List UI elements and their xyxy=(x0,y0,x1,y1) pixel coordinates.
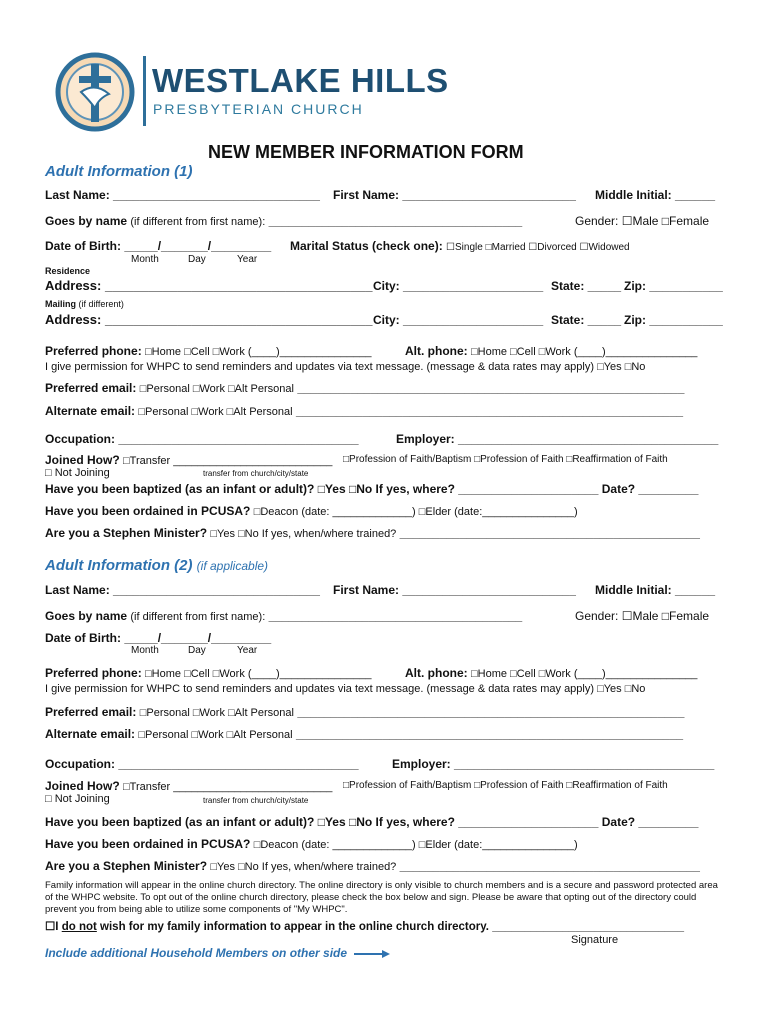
goes-by-note: (if different from first name): xyxy=(130,611,266,623)
adult2-last-name-field[interactable]: Last Name: _______________________________ xyxy=(45,583,320,597)
adult2-alt-email-field[interactable]: __________________________________________________________ xyxy=(295,727,684,741)
adult2-ordained-options[interactable]: □Deacon (date: _____________) □Elder (date:_______________) xyxy=(253,839,578,851)
opt-out-text: wish for my family information to appear in the online church directory. xyxy=(100,921,489,933)
adult1-goes-by-row xyxy=(45,214,522,228)
adult2-goes-by-field[interactable]: ______________________________________ xyxy=(268,609,523,623)
joined-label: Joined How? xyxy=(45,453,120,467)
residence-zip-field[interactable]: Zip: ___________ xyxy=(624,279,723,293)
adult2-alt-email-options[interactable]: □Personal □Work □Alt Personal xyxy=(138,729,293,741)
alt-email-label: Alternate email: xyxy=(45,404,136,418)
adult2-heading: Adult Information (2) xyxy=(45,557,193,574)
adult1-pref-phone-field[interactable]: □Home □Cell □Work (____)_______________ xyxy=(145,346,372,358)
pref-email-label: Preferred email: xyxy=(45,381,137,395)
adult2-ordained-row xyxy=(45,837,578,851)
adult2-transfer-field[interactable]: □Transfer __________________________ xyxy=(123,781,333,793)
residence-city-field[interactable]: City: _____________________ xyxy=(373,279,544,293)
logo-divider xyxy=(143,56,146,126)
adult2-stephen-row xyxy=(45,859,700,873)
mailing-city-field[interactable]: City: _____________________ xyxy=(373,313,544,327)
adult2-baptized-row[interactable]: Have you been baptized (as an infant or adult)? □Yes □No If yes, where? _____________________ Date? _________ xyxy=(45,815,699,829)
day-caption: Day xyxy=(188,254,206,265)
adult1-alt-email-field[interactable]: __________________________________________________________ xyxy=(295,404,684,418)
adult2-not-joining-checkbox[interactable]: □ Not Joining xyxy=(45,793,110,805)
month-caption: Month xyxy=(131,254,159,265)
opt-out-checkbox[interactable]: ☐I xyxy=(45,921,59,933)
adult1-goes-by-field[interactable]: ______________________________________ xyxy=(268,214,523,228)
transfer-caption: transfer from church/city/state xyxy=(203,796,309,805)
stephen-label: Are you a Stephen Minister? xyxy=(45,526,208,540)
signature-field[interactable]: ______________________________ xyxy=(492,921,685,933)
ordained-label: Have you been ordained in PCUSA? xyxy=(45,837,251,851)
mailing-note: (if different) xyxy=(78,299,124,309)
church-logo xyxy=(55,52,135,132)
adult1-stephen-field[interactable]: _____________________________________________ xyxy=(399,526,700,540)
adult1-employer-field[interactable]: Employer: _______________________________________ xyxy=(396,432,719,446)
stephen-label: Are you a Stephen Minister? xyxy=(45,859,208,873)
opt-out-row xyxy=(45,919,684,933)
adult1-transfer-field[interactable]: □Transfer __________________________ xyxy=(123,455,333,467)
adult1-ordained-options[interactable]: □Deacon (date: _____________) □Elder (date:_______________) xyxy=(253,506,578,518)
adult1-marital-row xyxy=(290,239,630,253)
adult1-joined-row xyxy=(45,453,332,467)
adult2-stephen-options[interactable]: □Yes □No If yes, when/where trained? xyxy=(210,861,397,873)
residence-address-field[interactable]: Address: _____________________________________ xyxy=(45,278,373,293)
adult1-pref-phone-row xyxy=(45,344,371,358)
adult2-employer-field[interactable]: Employer: _______________________________________ xyxy=(392,757,715,771)
adult2-pref-phone-row xyxy=(45,666,371,680)
mailing-address-field[interactable]: Address: _____________________________________ xyxy=(45,312,373,327)
residence-state-field[interactable]: State: _____ xyxy=(551,279,622,293)
adult1-marital-options[interactable]: ☐Single □Married ☐Divorced ☐Widowed xyxy=(446,242,630,253)
goes-by-note: (if different from first name): xyxy=(130,216,266,228)
year-caption: Year xyxy=(237,254,258,265)
adult2-dob-field[interactable]: Date of Birth: _____/_______/_________ xyxy=(45,631,272,645)
adult2-pref-phone-field[interactable]: □Home □Cell □Work (____)_______________ xyxy=(145,668,372,680)
adult2-first-name-field[interactable]: First Name: __________________________ xyxy=(333,583,576,597)
adult1-middle-initial-field[interactable]: Middle Initial: ______ xyxy=(595,188,716,202)
opt-out-do-not: do not xyxy=(61,921,97,933)
adult1-stephen-row xyxy=(45,526,700,540)
adult1-gender-options[interactable]: Gender: ☐Male □Female xyxy=(575,214,710,228)
mailing-zip-field[interactable]: Zip: ___________ xyxy=(624,313,723,327)
household-note: Include additional Household Members on other side xyxy=(45,946,348,960)
adult2-pref-email-field[interactable]: __________________________________________________________ xyxy=(297,705,685,719)
alt-phone-label: Alt. phone: xyxy=(405,344,468,358)
pref-phone-label: Preferred phone: xyxy=(45,666,142,680)
adult1-baptized-row[interactable]: Have you been baptized (as an infant or adult)? □Yes □No If yes, where? _____________________ Date? _________ xyxy=(45,482,699,496)
adult1-alt-email-row xyxy=(45,404,683,418)
adult1-pref-email-field[interactable]: __________________________________________________________ xyxy=(297,381,685,395)
month-caption: Month xyxy=(131,645,159,656)
adult2-joined-row xyxy=(45,779,332,793)
marital-label: Marital Status (check one): xyxy=(290,239,443,253)
adult1-pref-email-row xyxy=(45,381,684,395)
adult2-joined-options[interactable]: □Profession of Faith/Baptism □Profession of Faith □Reaffirmation of Faith xyxy=(343,780,668,791)
adult2-goes-by-row xyxy=(45,609,522,623)
adult1-ordained-row xyxy=(45,504,578,518)
adult1-last-name-field[interactable]: Last Name: _______________________________ xyxy=(45,188,320,202)
adult2-alt-phone-row xyxy=(405,666,697,680)
adult2-heading-note: (if applicable) xyxy=(196,559,269,573)
mailing-row xyxy=(45,299,124,309)
residence-label: Residence xyxy=(45,266,91,276)
directory-notice: Family information will appear in the online church directory. The online directory is only visible to church members and is a secure and password protected area of the WHPC website. To opt out of the online church directory, please check the box below and sign. Please be aware that opting out of the directory could prevent you from being able to utilize some components of "My WHPC". xyxy=(45,880,718,915)
joined-label: Joined How? xyxy=(45,779,120,793)
adult1-alt-email-options[interactable]: □Personal □Work □Alt Personal xyxy=(138,406,293,418)
year-caption: Year xyxy=(237,645,258,656)
adult2-heading-row xyxy=(45,557,268,574)
adult2-alt-phone-field[interactable]: □Home □Cell □Work (____)_______________ xyxy=(471,668,698,680)
adult1-heading: Adult Information (1) xyxy=(45,163,193,180)
right-arrow-icon xyxy=(354,949,390,959)
pref-email-label: Preferred email: xyxy=(45,705,137,719)
adult2-alt-email-row xyxy=(45,727,683,741)
goes-by-label: Goes by name xyxy=(45,214,128,228)
alt-email-label: Alternate email: xyxy=(45,727,136,741)
form-title: NEW MEMBER INFORMATION FORM xyxy=(208,142,524,162)
household-note-row xyxy=(45,946,390,960)
adult1-first-name-field[interactable]: First Name: __________________________ xyxy=(333,188,576,202)
ordained-label: Have you been ordained in PCUSA? xyxy=(45,504,251,518)
church-subname: PRESBYTERIAN CHURCH xyxy=(153,101,364,117)
transfer-caption: transfer from church/city/state xyxy=(203,469,309,478)
adult1-alt-phone-field[interactable]: □Home □Cell □Work (____)_______________ xyxy=(471,346,698,358)
mailing-label: Mailing xyxy=(45,299,76,309)
pref-phone-label: Preferred phone: xyxy=(45,344,142,358)
adult1-alt-phone-row xyxy=(405,344,697,358)
adult1-not-joining-checkbox[interactable]: □ Not Joining xyxy=(45,467,110,479)
day-caption: Day xyxy=(188,645,206,656)
adult1-stephen-options[interactable]: □Yes □No If yes, when/where trained? xyxy=(210,528,397,540)
adult2-pref-email-options[interactable]: □Personal □Work □Alt Personal xyxy=(139,707,294,719)
adult2-gender-options[interactable]: Gender: ☐Male □Female xyxy=(575,609,710,623)
adult2-text-permission[interactable]: I give permission for WHPC to send reminders and updates via text message. (message & data rates may apply) □Yes □No xyxy=(45,683,646,695)
alt-phone-label: Alt. phone: xyxy=(405,666,468,680)
church-name: WESTLAKE HILLS xyxy=(152,62,449,99)
adult1-dob-field[interactable]: Date of Birth: _____/_______/_________ xyxy=(45,239,272,253)
adult1-joined-options[interactable]: □Profession of Faith/Baptism □Profession of Faith □Reaffirmation of Faith xyxy=(343,454,668,465)
mailing-state-field[interactable]: State: _____ xyxy=(551,313,622,327)
adult1-occupation-field[interactable]: Occupation: ____________________________________ xyxy=(45,432,359,446)
adult1-text-permission[interactable]: I give permission for WHPC to send reminders and updates via text message. (message & data rates may apply) □Yes □No xyxy=(45,361,646,373)
adult2-middle-initial-field[interactable]: Middle Initial: ______ xyxy=(595,583,716,597)
goes-by-label: Goes by name xyxy=(45,609,128,623)
adult1-pref-email-options[interactable]: □Personal □Work □Alt Personal xyxy=(139,383,294,395)
adult2-stephen-field[interactable]: _____________________________________________ xyxy=(399,859,700,873)
cross-seal-icon xyxy=(55,52,135,132)
adult2-pref-email-row xyxy=(45,705,684,719)
adult2-occupation-field[interactable]: Occupation: ____________________________________ xyxy=(45,757,359,771)
signature-label: Signature xyxy=(571,934,619,946)
